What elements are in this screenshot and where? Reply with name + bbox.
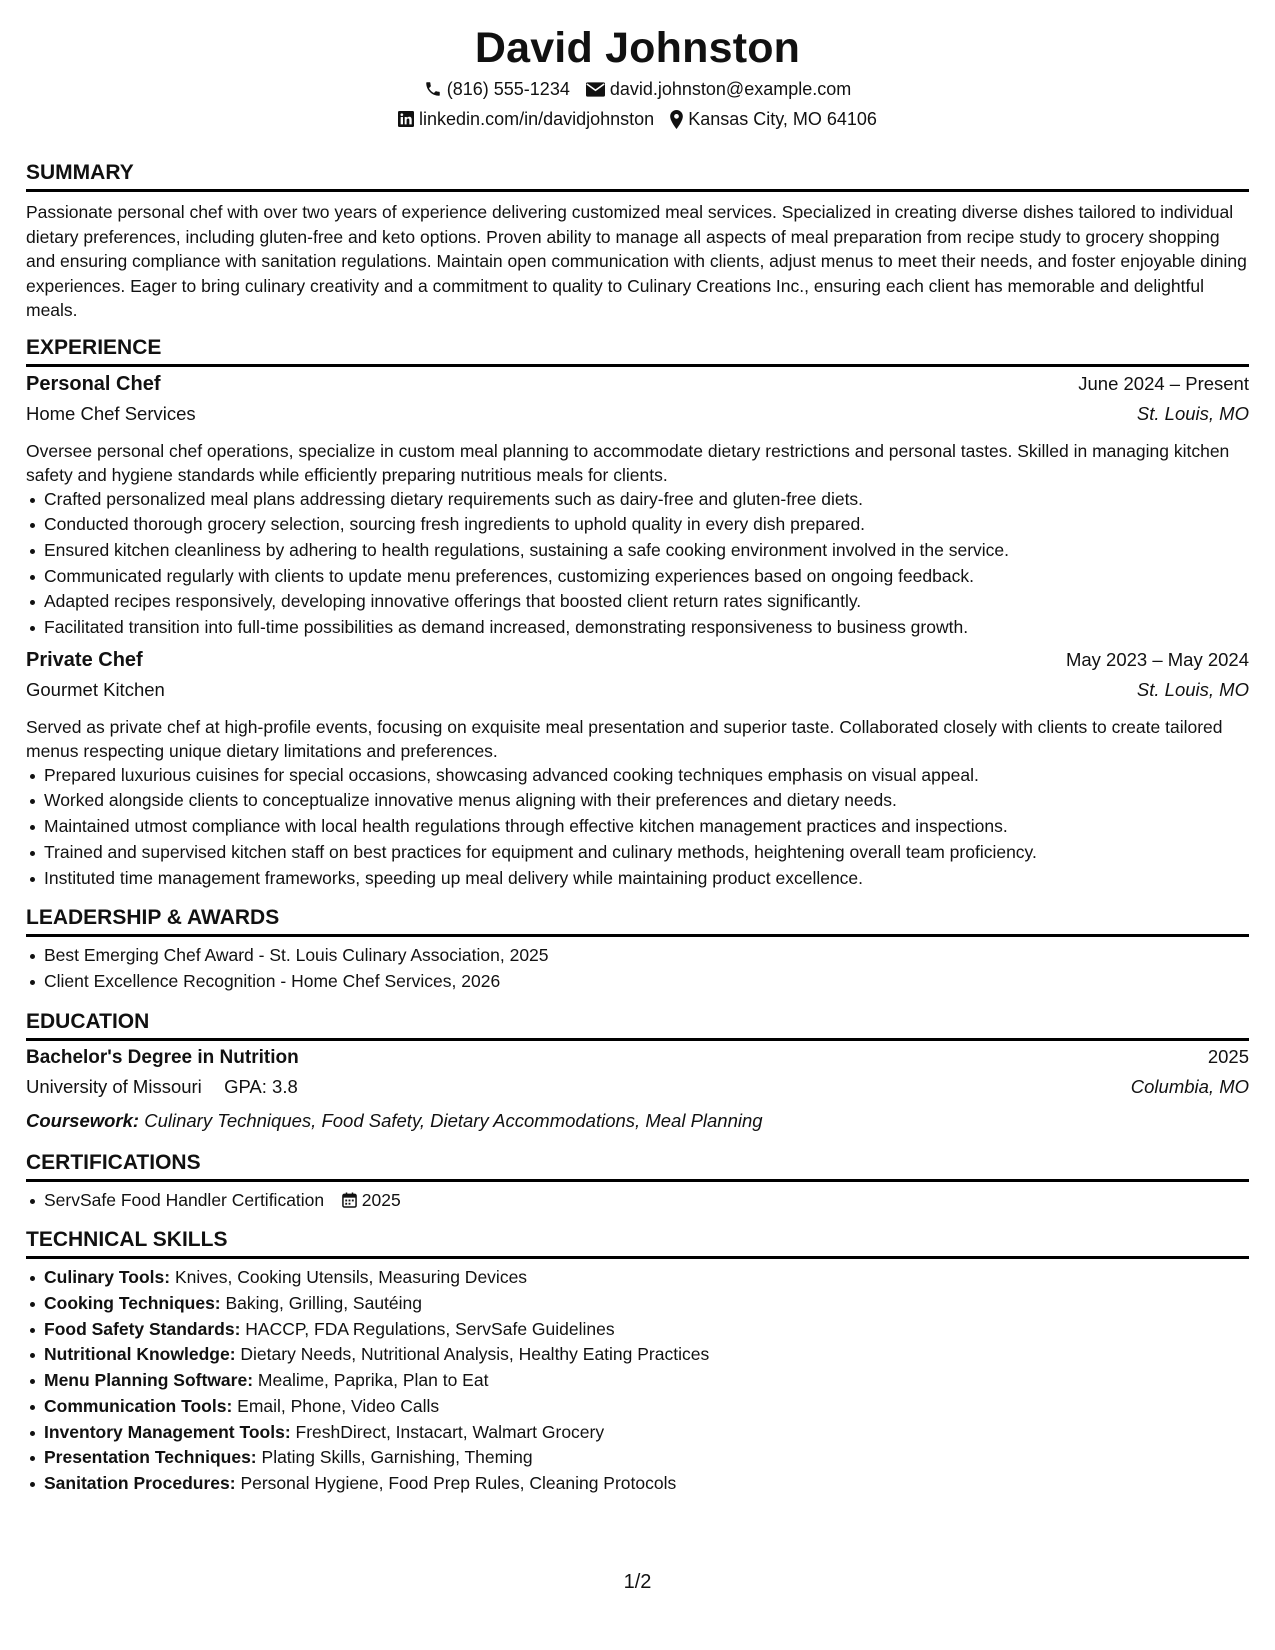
skill-label: Food Safety Standards: — [44, 1318, 241, 1339]
summary-section — [26, 160, 1249, 323]
school-location: Columbia, MO — [1130, 1075, 1249, 1097]
list-item — [44, 1342, 1249, 1368]
skill-value: Mealime, Paprika, Plan to Eat — [257, 1370, 489, 1391]
skill-value: FreshDirect, Instacart, Walmart Grocery — [295, 1421, 605, 1442]
skill-value: Dietary Needs, Nutritional Analysis, Healthy Eating Practices — [240, 1344, 710, 1365]
degree-title: Bachelor's Degree in Nutrition — [26, 1046, 299, 1068]
coursework-text: Culinary Techniques, Food Safety, Dietary Accommodations, Meal Planning — [144, 1109, 763, 1131]
list-item — [44, 1445, 1249, 1471]
skill-value: Knives, Cooking Utensils, Measuring Devices — [174, 1267, 528, 1288]
skill-label: Cooking Techniques: — [44, 1293, 221, 1314]
job-company: Home Chef Services — [26, 402, 196, 424]
calendar-icon — [342, 1192, 357, 1208]
job-title: Personal Chef — [26, 372, 161, 395]
job-location: St. Louis, MO — [1136, 402, 1249, 424]
list-item: Ensured kitchen cleanliness by adhering to health regulations, sustaining a safe cooking environment involved in the service. — [44, 538, 1249, 564]
job-location: St. Louis, MO — [1136, 678, 1249, 700]
leadership-section — [26, 905, 1249, 994]
certifications-heading: CERTIFICATIONS — [26, 1150, 1249, 1182]
job-entry — [26, 649, 1249, 892]
experience-heading: EXPERIENCE — [26, 335, 1249, 367]
skill-label: Inventory Management Tools: — [44, 1421, 291, 1442]
skills-heading: TECHNICAL SKILLS — [26, 1227, 1249, 1259]
skill-label: Menu Planning Software: — [44, 1370, 254, 1391]
list-item — [44, 1317, 1249, 1343]
list-item — [44, 1368, 1249, 1394]
certifications-list — [26, 1188, 1249, 1214]
job-description: Oversee personal chef operations, specialize in custom meal planning to accommodate dietary restrictions and personal tastes. Skilled in managing kitchen safety and hygiene standards while efficiently preparing nutritious meals for clients. — [26, 440, 1230, 485]
list-item: Conducted thorough grocery selection, sourcing fresh ingredients to uphold quality in every dish prepared. — [44, 512, 1249, 538]
coursework-label: Coursework: — [26, 1109, 140, 1131]
job-bullets — [26, 487, 1249, 641]
list-item: Instituted time management frameworks, speeding up meal delivery while maintaining product excellence. — [44, 866, 1249, 892]
email-contact[interactable] — [586, 74, 851, 104]
job-entry — [26, 373, 1249, 641]
job-bullets — [26, 763, 1249, 892]
list-item — [44, 1188, 1249, 1214]
resume-header — [26, 22, 1249, 134]
resume-page — [26, 0, 1249, 1497]
location-contact — [670, 104, 877, 134]
list-item: Crafted personalized meal plans addressing dietary requirements such as dairy-free and gluten-free diets. — [44, 487, 1249, 513]
certifications-section — [26, 1150, 1249, 1214]
location-text: Kansas City, MO 64106 — [688, 109, 877, 129]
skill-label: Culinary Tools: — [44, 1267, 171, 1288]
list-item: Best Emerging Chef Award - St. Louis Culinary Association, 2025 — [44, 943, 1249, 969]
skill-label: Communication Tools: — [44, 1395, 233, 1416]
school-name: University of Missouri — [26, 1075, 202, 1097]
skill-label: Sanitation Procedures: — [44, 1472, 236, 1493]
phone-text: (816) 555-1234 — [446, 79, 570, 99]
certification-name: ServSafe Food Handler Certification — [44, 1189, 325, 1210]
map-pin-icon — [670, 110, 683, 129]
job-description: Served as private chef at high-profile events, focusing on exquisite meal presentation and superior taste. Collaborated closely with clients to create tailored menus respecting unique dietary limitations and preferences. — [26, 716, 1223, 761]
skill-value: Personal Hygiene, Food Prep Rules, Cleaning Protocols — [240, 1472, 677, 1493]
skill-value: Email, Phone, Video Calls — [237, 1395, 440, 1416]
job-dates: May 2023 – May 2024 — [1065, 648, 1249, 670]
certification-date: 2025 — [361, 1189, 401, 1210]
linkedin-text: linkedin.com/in/davidjohnston — [419, 109, 655, 129]
skills-list — [26, 1265, 1249, 1496]
list-item — [44, 1420, 1249, 1446]
job-dates: June 2024 – Present — [1078, 372, 1249, 394]
skill-label: Nutritional Knowledge: — [44, 1344, 236, 1365]
contact-line-2 — [26, 104, 1249, 134]
job-company: Gourmet Kitchen — [26, 678, 165, 700]
phone-contact[interactable] — [424, 74, 570, 104]
graduation-year: 2025 — [1207, 1045, 1249, 1067]
gpa-text: GPA: 3.8 — [224, 1075, 298, 1097]
list-item: Communicated regularly with clients to update menu preferences, customizing experiences based on ongoing feedback. — [44, 564, 1249, 590]
leadership-heading: LEADERSHIP & AWARDS — [26, 905, 1249, 937]
page-number: 1/2 — [623, 1571, 652, 1593]
list-item — [44, 1265, 1249, 1291]
list-item: Trained and supervised kitchen staff on best practices for equipment and culinary methods, heightening overall team proficiency. — [44, 840, 1249, 866]
email-text: david.johnston@example.com — [609, 79, 852, 99]
list-item: Prepared luxurious cuisines for special occasions, showcasing advanced cooking techniques emphasis on visual appeal. — [44, 763, 1249, 789]
awards-list — [26, 943, 1249, 994]
summary-text: Passionate personal chef with over two years of experience delivering customized meal services. Specialized in creating diverse dishes tailored to individual dietary preferences, including gluten-free and keto options. Proven ability to manage all aspects of meal preparation from recipe study to grocery shopping and ensuring compliance with sanitation regulations. Maintain open communication with clients, adjust menus to meet their needs, and foster enjoyable dining experiences. Eager to bring culinary creativity and a commitment to quality to Culinary Creations Inc., ensuring each client has memorable and delightful meals. — [26, 202, 1247, 320]
skill-value: Baking, Grilling, Sautéing — [225, 1293, 422, 1314]
coursework-line — [26, 1106, 1249, 1136]
summary-heading: SUMMARY — [26, 160, 1249, 192]
skill-value: HACCP, FDA Regulations, ServSafe Guidelines — [245, 1318, 615, 1339]
job-title: Private Chef — [26, 648, 143, 671]
list-item: Maintained utmost compliance with local health regulations through effective kitchen management practices and inspections. — [44, 814, 1249, 840]
list-item: Client Excellence Recognition - Home Chef Services, 2026 — [44, 969, 1249, 995]
skill-value: Plating Skills, Garnishing, Theming — [261, 1447, 533, 1468]
list-item: Adapted recipes responsively, developing innovative offerings that boosted client return rates significantly. — [44, 589, 1249, 615]
skill-label: Presentation Techniques: — [44, 1447, 257, 1468]
skills-section — [26, 1227, 1249, 1496]
phone-icon — [424, 80, 442, 98]
education-section — [26, 1009, 1249, 1136]
list-item — [44, 1394, 1249, 1420]
envelope-icon — [586, 82, 605, 97]
candidate-name: David Johnston — [474, 24, 801, 72]
list-item: Worked alongside clients to conceptualize innovative menus aligning with their preferences and dietary needs. — [44, 788, 1249, 814]
contact-line-1 — [26, 74, 1249, 104]
list-item: Facilitated transition into full-time possibilities as demand increased, demonstrating responsiveness to business growth. — [44, 615, 1249, 641]
list-item — [44, 1471, 1249, 1497]
linkedin-icon — [398, 111, 414, 127]
education-heading: EDUCATION — [26, 1009, 1249, 1041]
list-item — [44, 1291, 1249, 1317]
experience-section — [26, 335, 1249, 892]
linkedin-contact[interactable] — [398, 104, 654, 134]
